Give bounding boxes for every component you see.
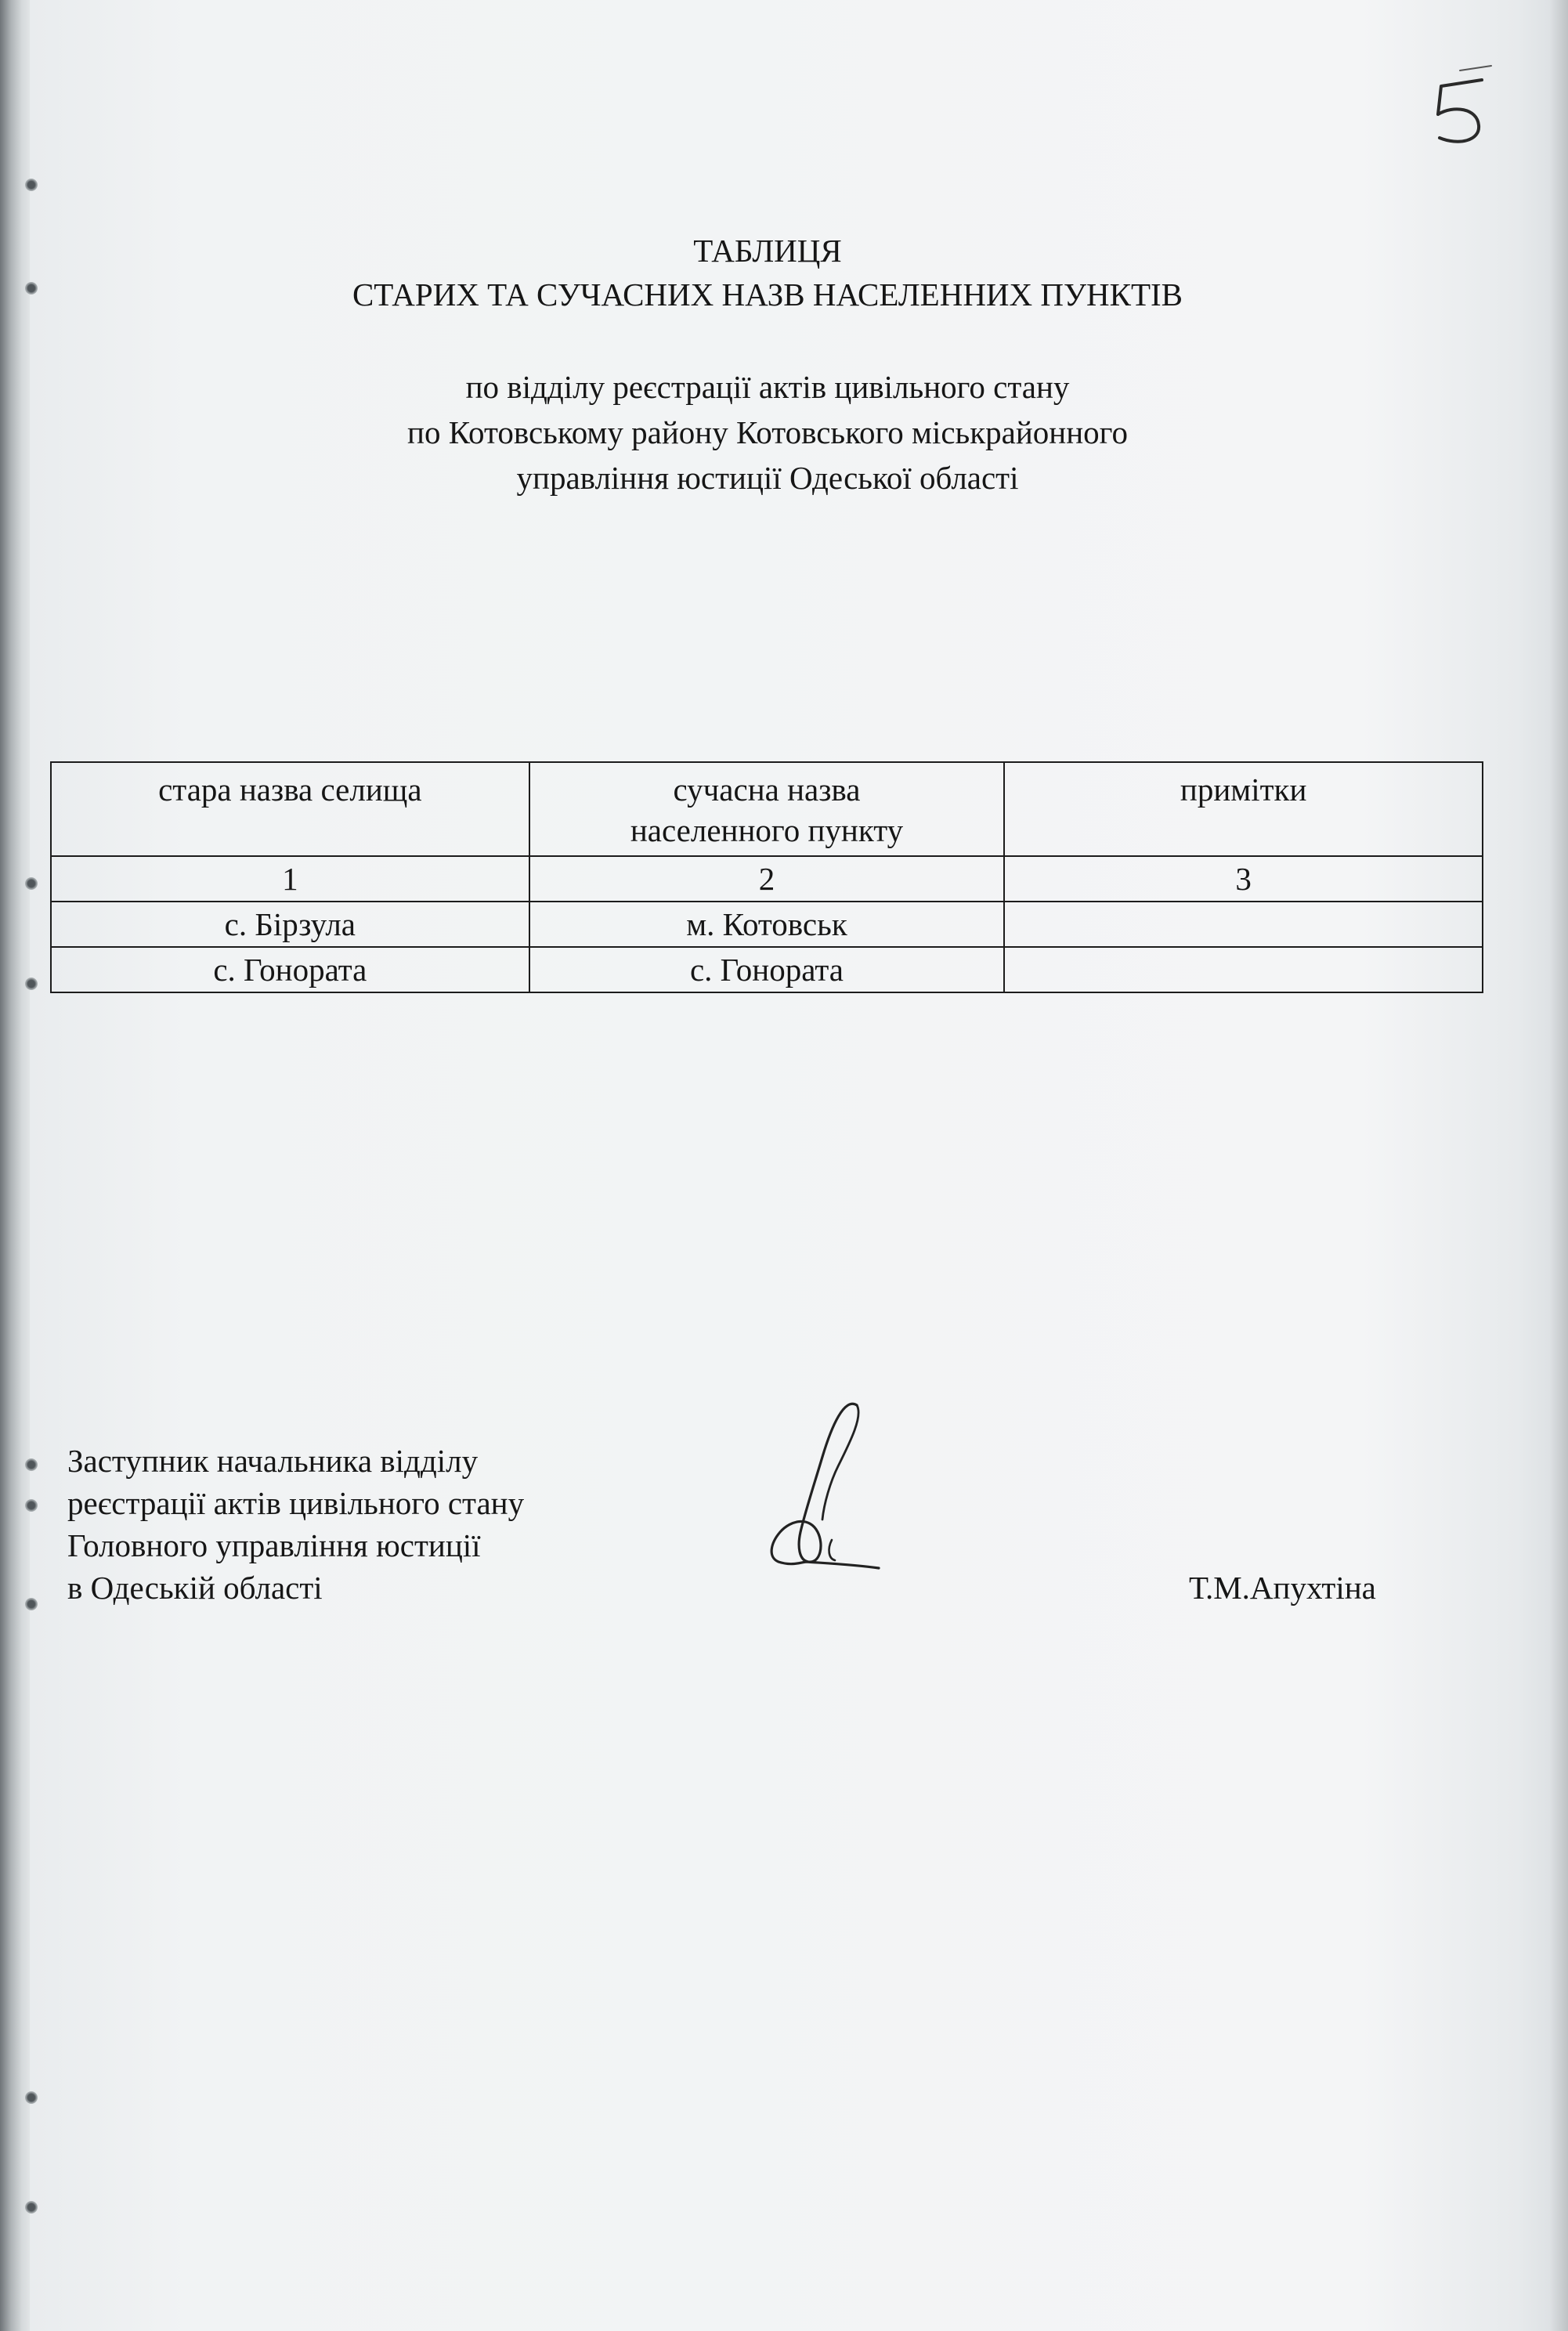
binder-hole (25, 1598, 38, 1610)
binder-hole (25, 877, 38, 890)
binder-hole (25, 179, 38, 191)
table-row (51, 947, 1483, 992)
column-number-row (51, 856, 1483, 902)
document-subtitle-line-2: по Котовському району Котовського міськрайонного (407, 414, 1128, 450)
column-number: 1 (51, 856, 529, 902)
current-name-cell: м. Котовськ (529, 902, 1005, 947)
header-notes-label: примітки (1180, 772, 1307, 808)
table-header-row (51, 762, 1483, 856)
binder-hole (25, 1499, 38, 1512)
binder-spine (0, 0, 33, 2331)
signatory-position (67, 1440, 524, 1609)
document-title-line-2: СТАРИХ ТА СУЧАСНИХ НАЗВ НАСЕЛЕННИХ ПУНКТІВ (352, 276, 1183, 313)
header-old-name (51, 762, 529, 856)
binder-hole (25, 282, 38, 295)
header-old-name-label: стара назва селища (158, 772, 422, 808)
signatory-position-line-1: Заступник начальника відділу (67, 1443, 479, 1479)
notes-cell (1004, 947, 1483, 992)
column-number: 2 (529, 856, 1005, 902)
signatory-position-line-3: Головного управління юстиції (67, 1527, 481, 1563)
column-number: 3 (1004, 856, 1483, 902)
place-names-table (50, 761, 1483, 993)
handwritten-signature (757, 1394, 882, 1582)
header-current-name-line-2: населенного пункту (630, 812, 904, 848)
table-row (51, 902, 1483, 947)
binder-hole (25, 2201, 38, 2214)
header-notes (1004, 762, 1483, 856)
header-current-name (529, 762, 1005, 856)
handwritten-page-number (1425, 63, 1496, 149)
old-name-cell: с. Бірзула (51, 902, 529, 947)
signatory-position-line-2: реєстрації актів цивільного стану (67, 1485, 525, 1521)
old-name-cell: с. Гонората (51, 947, 529, 992)
binder-hole (25, 2091, 38, 2104)
document-title: ТАБЛИЦЯ (693, 233, 842, 269)
page-edge-shadow (1549, 0, 1568, 2331)
signatory-position-line-4: в Одеській області (67, 1570, 323, 1606)
current-name-cell: с. Гонората (529, 947, 1005, 992)
signatory-name: Т.М.Апухтіна (1189, 1570, 1376, 1606)
document-subtitle-line-3: управління юстиції Одеської області (516, 460, 1019, 496)
header-current-name-line-1: сучасна назва (673, 772, 861, 808)
binder-hole (25, 1458, 38, 1471)
binder-hole (25, 978, 38, 990)
notes-cell (1004, 902, 1483, 947)
document-page (30, 0, 1568, 2331)
document-subtitle-line-1: по відділу реєстрації актів цивільного стану (465, 369, 1070, 405)
